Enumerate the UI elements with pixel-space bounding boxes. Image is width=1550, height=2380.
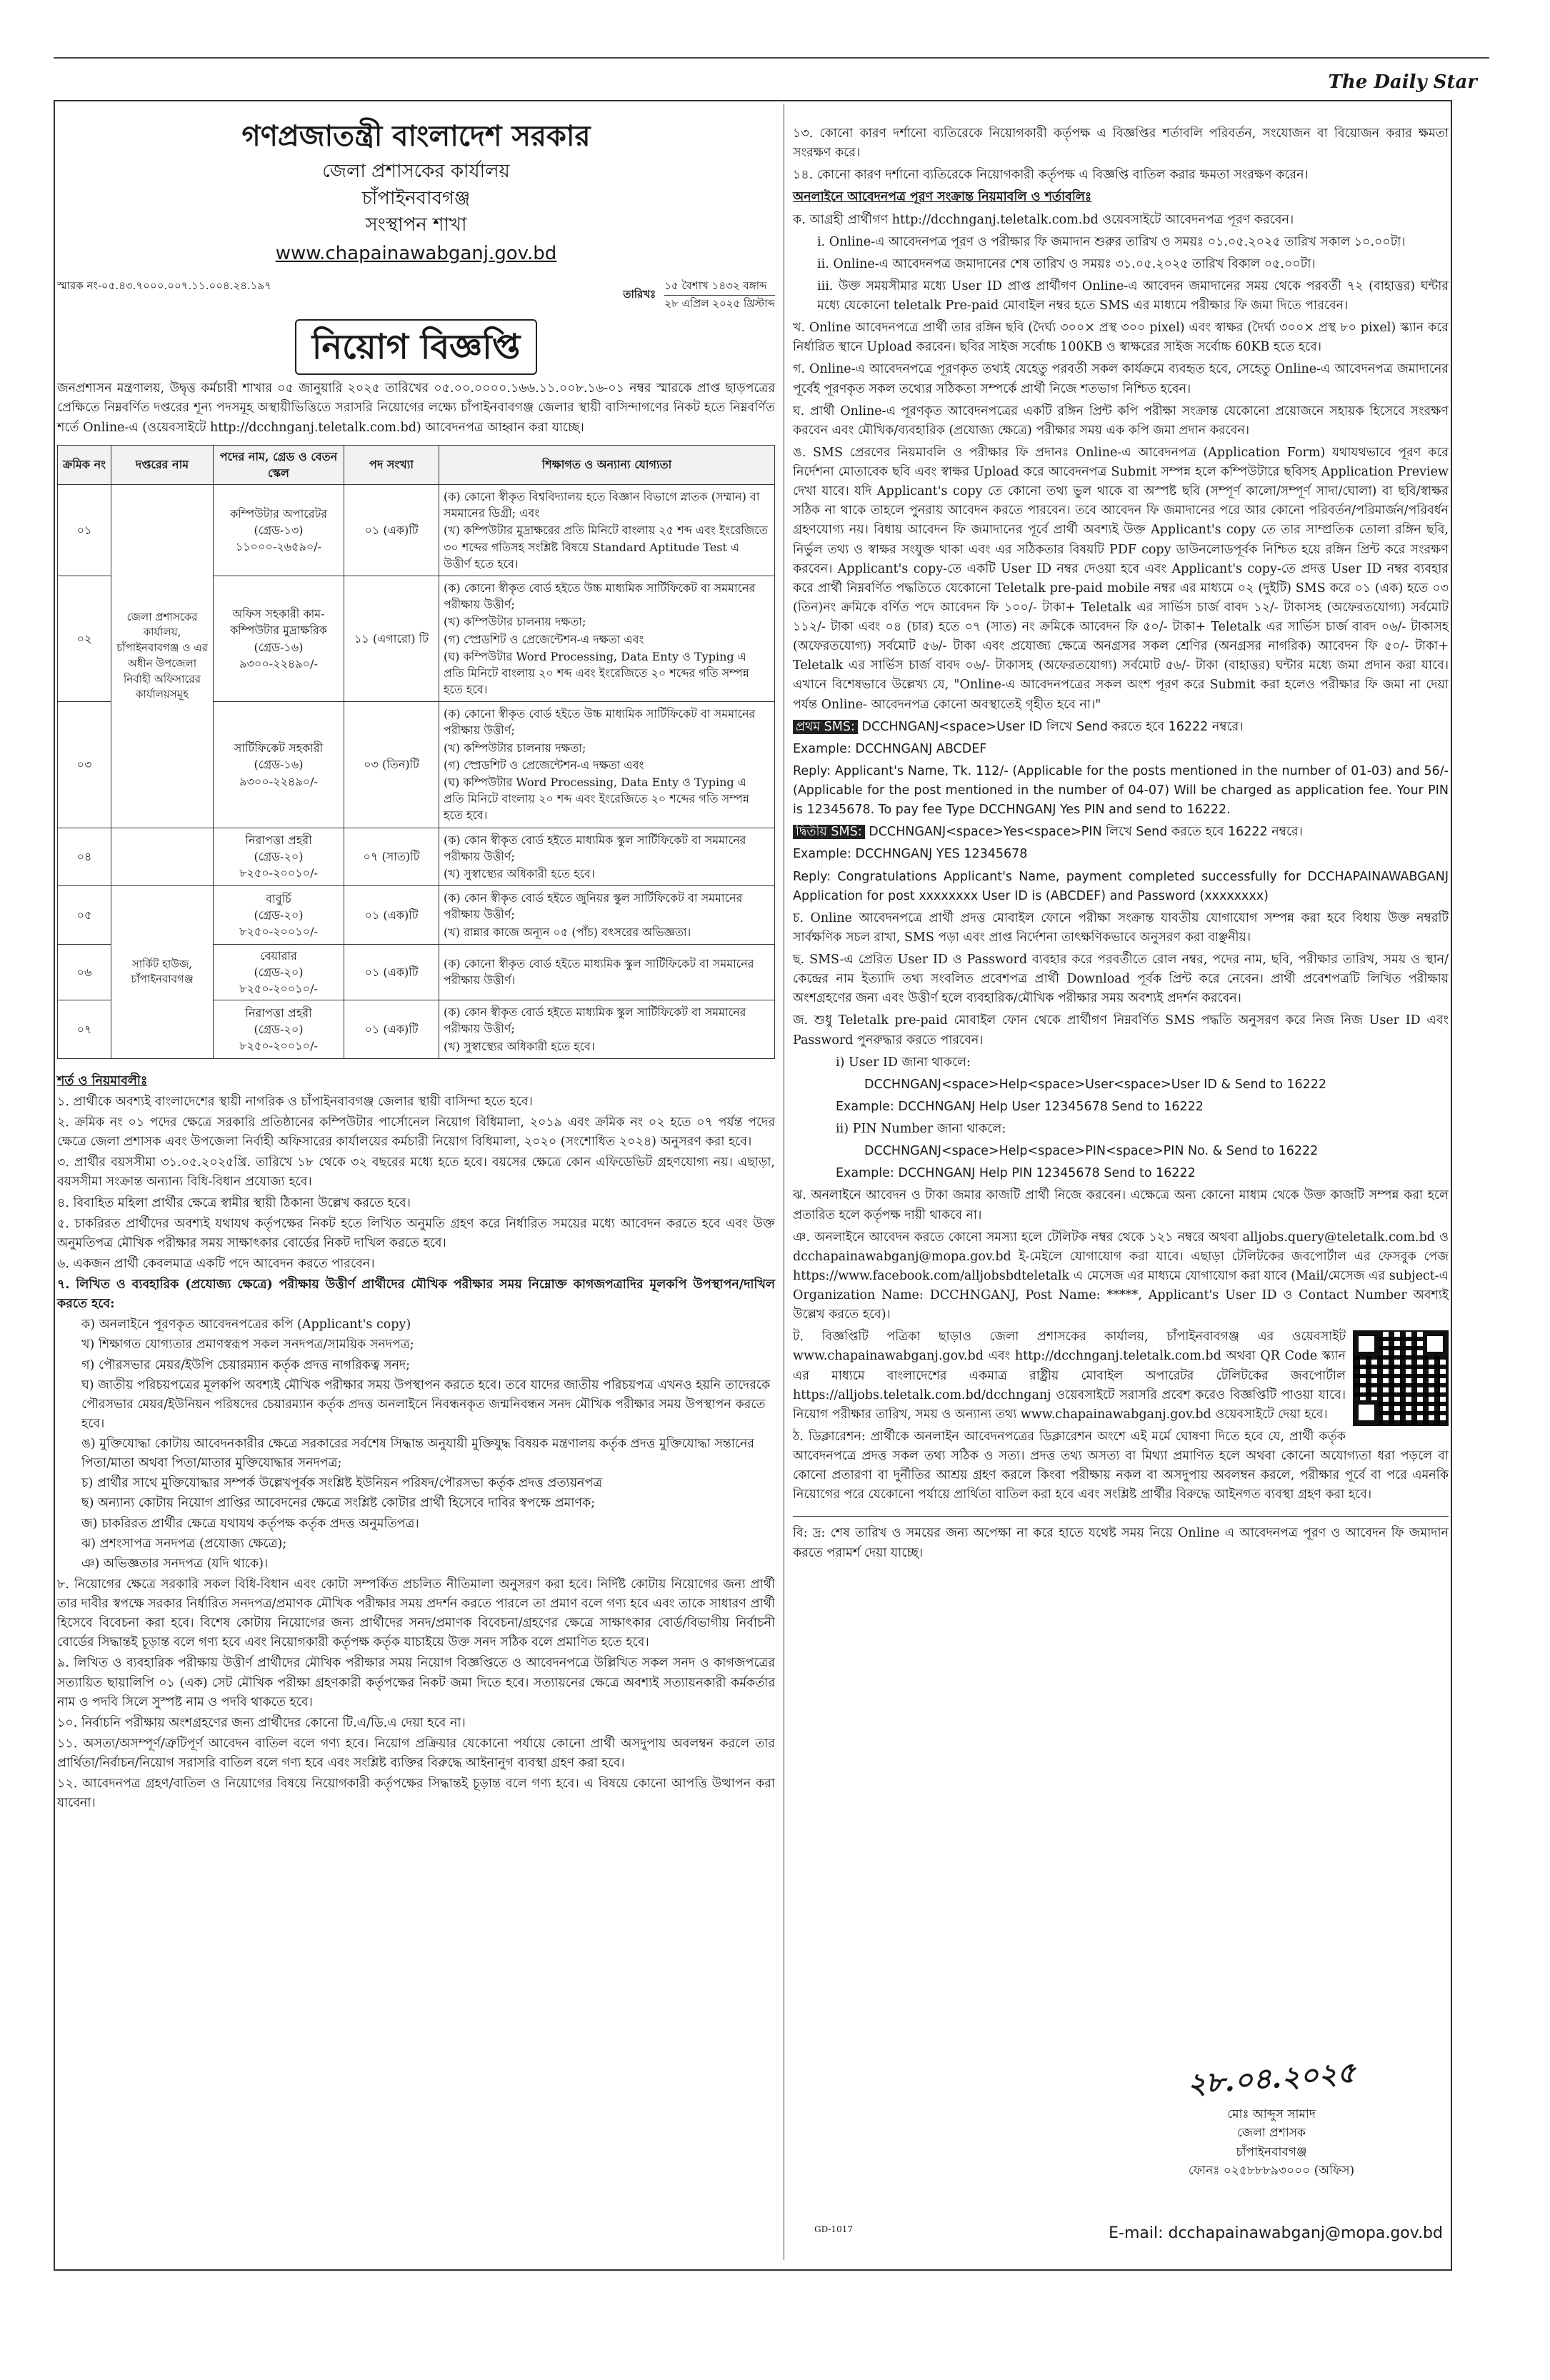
terms-list (57, 1093, 775, 1314)
office-cell: সার্কিট হাউজ, চাঁপাইনবাবগঞ্জ (111, 886, 214, 1059)
col-sl: ক্রমিক নং (58, 445, 111, 484)
post-cell (214, 576, 344, 701)
qualification-line: (ক) কোনো স্বীকৃত বোর্ড হইতে মাধ্যমিক স্কুল সার্টিফিকেট বা সমমানের পরীক্ষায় উত্তীর্ণ। (444, 957, 754, 988)
recover-user-id-command: DCCHNGANJ<space>Help<space>User<space>User ID & Send to 16222 (864, 1077, 1327, 1092)
header-block (57, 114, 775, 268)
first-sms-command: DCCHNGANJ<space>User ID লিখে Send করতে হবে 16222 নম্বরে। (861, 719, 1244, 734)
qualification-line: (খ) কম্পিউটার মুদ্রাক্ষরের প্রতি মিনিটে বাংলায় ২৫ শব্দ এবং ইংরেজিতে ৩০ শব্দের গতিসহ সংশ্লিষ্ট বিষয়ে Standard Aptitude Test এ উত্তীর্ণ হতে হবে। (444, 523, 768, 571)
date-english: ২৮ এপ্রিল ২০২৫ খ্রিস্টাব্দ (664, 296, 775, 310)
count-cell: ০১ (এক)টি (344, 886, 439, 945)
post-cell (214, 828, 344, 886)
post-post: বেয়ারার (260, 948, 297, 963)
recover-pin-example: Example: DCCHNGANJ Help PIN 12345678 Send to 16222 (836, 1166, 1196, 1181)
term-13: ১৩. কোনো কারণ দর্শানো ব্যতিরেকে নিয়োগকারী কর্তৃপক্ষ এ বিজ্ঞপ্তির শর্তাবলি পরিবর্তন, সংযোজন বা বিয়োজন করার ক্ষমতা সংরক্ষণ করে। (793, 126, 1449, 161)
recover-pin-command: DCCHNGANJ<space>Help<space>PIN<space>PIN No. & Send to 16222 (864, 1144, 1319, 1159)
post-scale: ৯৩০০-২২৪৯০/- (239, 656, 318, 671)
qualification-line: (খ) রান্নার কাজে অন্যূন ০৫ (পাঁচ) বৎসরের অভিজ্ঞতা। (444, 925, 691, 939)
office-cell: জেলা প্রশাসকের কার্যালয়, চাঁপাইনবাবগঞ্জ ও এর অধীন উপজেলা নির্বাহী অফিসারের কার্যালয়সমূহ (111, 485, 214, 828)
post-post: নিরাপত্তা প্রহরী (245, 833, 312, 848)
qualification-line: (ক) কোন স্বীকৃত বোর্ড হইতে মাধ্যমিক স্কুল সার্টিফিকেট বা সমমানের পরীক্ষায় উত্তীর্ণ; (444, 1005, 746, 1036)
col-post: পদের নাম, গ্রেড ও বেতন স্কেল (214, 445, 344, 484)
signatory-designation: জেলা প্রশাসক (1237, 2126, 1306, 2141)
qualification-line: (গ) স্প্রেডশিট ও প্রেজেন্টেশন-এ দক্ষতা এবং (444, 758, 644, 772)
col-qualification: শিক্ষাগত ও অন্যান্য যোগ্যতা (439, 445, 775, 484)
post-grade: (গ্রেড-২০) (254, 850, 304, 864)
terms-list-continued (57, 1575, 775, 1814)
memo-line (57, 278, 775, 312)
qualification-line: (ক) কোন স্বীকৃত বোর্ড হইতে মাধ্যমিক স্কুল সার্টিফিকেট বা সমমানের পরীক্ষায় উত্তীর্ণ; (444, 833, 746, 863)
qualification-line: (ঘ) কম্পিউটার Word Processing, Data Enty ও Typing এ প্রতি মিনিটে বাংলায় ২০ শব্দ এবং ইংরেজিতে ২০ শব্দের গতি সম্পন্ন হতে হবে। (444, 649, 749, 697)
post-post: বাবুর্চি (266, 891, 291, 905)
first-sms-reply: Reply: Applicant's Name, Tk. 112/- (Applicable for the posts mentioned in the number of 01-03) and 56/- (Applicable for the post mentioned in the number of 04-07) Will be charged as application fee. Your PIN is 12345678. To pay fee Type DCCHNGANJ Yes PIN and send to 16222. (793, 763, 1449, 818)
contact-email[interactable]: E-mail: dcchapainawabganj@mopa.gov.bd (1109, 2224, 1443, 2242)
signatory-district: চাঁপাইনবাবগঞ্জ (1236, 2144, 1307, 2159)
rule-ga: গ. Online-এ আবেদনপত্রে পূরণকৃত তথ্যই যেহেতু পরবর্তী সকল কার্যক্রমে ব্যবহৃত হবে, সেহেতু Online-এ আবেদনপত্র জমাদানের পূর্বেই পূরণকৃত সকল তথ্যের সঠিকতা সম্পর্কে প্রার্থী নিজে শতভাগ নিশ্চিত হবেন। (793, 362, 1449, 396)
rule-ka-i: i. Online-এ আবেদনপত্র পূরণ ও পরীক্ষার ফি জমাদান শুরুর তারিখ ও সময়ঃ ০১.০৫.২০২৫ তারিখ সকাল ১০.০০টা। (817, 234, 1406, 249)
page-top-rule (54, 57, 1489, 59)
rule-tha: ঠ. ডিক্লারেশন: প্রার্থীকে অনলাইন আবেদনপত্রের ডিক্লারেশন অংশে এই মর্মে ঘোষণা দিতে হবে যে, প্রার্থী কর্তৃক আবেদনপত্রে প্রদত্ত সকল তথ্য সঠিক ও সত্য। প্রদত্ত তথ্য অসত্য বা মিথ্যা প্রমাণিত হলে অথবা কোনো অযোগ্যতা ধরা পড়লে বা কোনো প্রতারণা বা দুর্নীতির আশ্রয় গ্রহণ করলে কিংবা পরীক্ষায় নকল বা অসদুপায় অবলম্বন করলে, পরীক্ষার পূর্বে বা পরে এমনকি নিয়োগের পরে যেকোনো পর্যায়ে প্রার্থিতা বাতিল করা হবে এবং সংশ্লিষ্ট প্রার্থীর বিরুদ্ধে আইনগত ব্যবস্থা গ্রহণ করা হবে। (793, 1429, 1449, 1502)
intro-paragraph: জনপ্রশাসন মন্ত্রণালয়, উদ্বৃত্ত কর্মচারী শাখার ০৫ জানুয়ারি ২০২৫ তারিখের ০৫.০০.০০০০.১৬৬.১১.০০৮.১৬-০১ নম্বর স্মারকে প্রাপ্ত ছাড়পত্রের প্রেক্ষিতে নিম্নবর্ণিত দপ্তরের শূন্য পদসমূহ অস্থায়ীভিত্তিতে সরাসরি নিয়োগের লক্ষ্যে চাঁপাইনবাবগঞ্জ জেলার স্থায়ী বাসিন্দাগণের নিকট হতে নিম্নবর্ণিত শর্তে Online-এ (ওয়েবসাইটে http://dcchnganj.teletalk.com.bd) আবেদনপত্র আহ্বান করা যাচ্ছে। (57, 381, 775, 435)
post-scale: ৮২৫০-২০০১০/- (239, 982, 318, 996)
qualification-cell (439, 944, 775, 1000)
date-label: তারিখঃ (623, 288, 656, 301)
signature: ২৮.০৪.২০২৫ (1186, 2055, 1357, 2102)
list-item: জ) চাকরিরত প্রার্থীর ক্ষেত্রে যথাযথ কর্তৃপক্ষ কর্তৃক প্রদত্ত অনুমতিপত্র। (81, 1516, 419, 1531)
qr-finder (1354, 1400, 1379, 1425)
post-post: অফিস সহকারী কাম-কম্পিউটার মুদ্রাক্ষরিক (230, 607, 327, 638)
first-sms-example: Example: DCCHNGANJ ABCDEF (793, 741, 987, 756)
second-sms-reply: Reply: Congratulations Applicant's Name, payment completed successfully for DCCHAPAINAWABGANJ Application for post xxxxxxxx User ID is (ABCDEF) and Password (xxxxxxxx) (793, 869, 1449, 903)
notice-title-text: নিয়োগ বিজ্ঞপ্তি (295, 319, 538, 375)
table-row (58, 485, 775, 576)
post-scale: ৮২৫০-২০০১০/- (239, 1039, 318, 1053)
website-link[interactable]: www.chapainawabganj.gov.bd (275, 243, 557, 265)
district-name: চাঁপাইনবাবগঞ্জ (361, 187, 471, 209)
post-cell (214, 886, 344, 945)
second-sms (793, 823, 1449, 842)
office-cell-empty (111, 828, 214, 886)
rule-ta-text: ট. বিজ্ঞপ্তিটি পত্রিকা ছাড়াও জেলা প্রশাসকের কার্যালয়, চাঁপাইনবাবগঞ্জ এর ওয়েবসাইট www.chapainawabganj.gov.bd এবং http://dcchnganj.teletalk.com.bd অথবা QR Code স্ক্যান এর মাধ্যমে বাংলাদেশের একমাত্র রাষ্ট্রীয় মোবাইল অপারেটর টেলিটকের জবপোর্টাল https://alljobs.teletalk.com.bd/dcchnganj ওয়েবসাইটে সরাসরি প্রবেশ করেও বিজ্ঞপ্তিটি পাওয়া যাবে। নিয়োগ পরীক্ষার তারিখ, সময় ও অন্যান্য তথ্য www.chapainawabganj.gov.bd ওয়েবসাইটে দেয়া হবে। (793, 1330, 1346, 1422)
qualification-cell (439, 886, 775, 945)
term-14: ১৪. কোনো কারণ দর্শানো ব্যতিরেকে নিয়োগকারী কর্তৃপক্ষ এ বিজ্ঞপ্তি বাতিল করার ক্ষমতা সংরক্ষণ করেন। (793, 168, 1309, 183)
count-cell: ০১ (এক)টি (344, 944, 439, 1000)
col-count: পদ সংখ্যা (344, 445, 439, 484)
qualification-cell (439, 1000, 775, 1059)
serial-cell: ০১ (58, 485, 111, 576)
second-sms-example: Example: DCCHNGANJ YES 12345678 (793, 847, 1028, 862)
recover-user-id-title: i) User ID জানা থাকলে: (836, 1055, 971, 1070)
post-post: কম্পিউটার অপারেটর (229, 506, 328, 521)
table-row (58, 886, 775, 945)
rule-kha: খ. Online আবেদনপত্রে প্রার্থী তার রঙ্গিন ছবি (দৈর্ঘ্য ৩০০× প্রস্থ ৩০০ pixel) এবং স্বাক্ষর (দৈর্ঘ্য ৩০০× প্রস্থ ৮০ pixel) স্ক্যান করে নির্ধারিত স্থানে Upload করবেন। ছবির সাইজ সর্বোচ্চ 100KB ও স্বাক্ষরের সাইজ সর্বোচ্চ 60KB হতে হবে। (793, 321, 1449, 355)
rule-chha: ছ. SMS-এ প্রেরিত User ID ও Password ব্যবহার করে পরবর্তীতে রোল নম্বর, পদের নাম, ছবি, পরীক্ষার তারিখ, সময় ও স্থান/কেন্দ্রের নাম ইত্যাদি তথ্য সংবলিত প্রবেশপত্র প্রার্থী Download পূর্বক প্রিন্ট করে নেবেন। প্রার্থী প্রবেশপত্রটি লিখিত পরীক্ষায় অংশগ্রহণের জন্য এবং উত্তীর্ণ হলে ব্যবহারিক/মৌখিক পরীক্ষার সময় অবশ্যই প্রদর্শন করবেন। (793, 953, 1449, 1006)
qr-code[interactable] (1353, 1330, 1449, 1426)
qualification-line: (ক) কোনো স্বীকৃত বোর্ড হইতে উচ্চ মাধ্যমিক সার্টিফিকেট বা সমমানের পরীক্ষায় উত্তীর্ণ; (444, 581, 756, 612)
serial-cell: ০২ (58, 576, 111, 701)
rule-ka-ii: ii. Online-এ আবেদনপত্র জমাদানের শেষ তারিখ ও সময়ঃ ৩১.০৫.২০২৫ তারিখ বিকাল ০৫.০০টা। (817, 256, 1316, 271)
second-sms-command: DCCHNGANJ<space>Yes<space>PIN লিখে Send করতে হবে 16222 নম্বরে। (869, 825, 1303, 840)
serial-cell: ০৩ (58, 702, 111, 828)
count-cell: ০৭ (সাত)টি (344, 828, 439, 886)
rule-ka-iii: iii. উক্ত সময়সীমার মধ্যে User ID প্রাপ্ত প্রার্থীগণ Online-এ আবেদন জমাদানের সময় থেকে পরবর্তী ৭২ (বাহাত্তর) ঘন্টার মধ্যে যেকোনো teletalk Pre-paid মোবাইল নম্বর হতে SMS এর মাধ্যমে পরীক্ষার ফি জমা দিতে পারবেন। (817, 278, 1449, 313)
qualification-cell (439, 828, 775, 886)
list-item: ৯. লিখিত ও ব্যবহারিক পরীক্ষায় উত্তীর্ণ প্রার্থীদের মৌখিক পরীক্ষার সময় নিয়োগ বিজ্ঞপ্তিতে ও আবেদনপত্রে উল্লিখিত সকল সনদ ও কাগজপত্রের সত্যায়িত ছায়ালিপি ০১ (এক) সেট মৌখিক পরীক্ষা গ্রহণকারী কর্তৃপক্ষের নিকট জমা দিতে হবে। সত্যায়নের ক্ষেত্রে অবশ্যই সত্যায়নকারী কর্মকর্তার নাম ও পদবি সিলে সুস্পষ্ট নাম ও পদবি থাকতে হবে। (57, 1656, 775, 1709)
post-cell (214, 944, 344, 1000)
date-bangla: ১৫ বৈশাখ ১৪৩২ বঙ্গাব্দ (664, 278, 775, 295)
signatory-phone: ফোনঃ ০২৫৮৮৮৯৩০০০ (অফিস) (1188, 2164, 1355, 2179)
table-row (58, 828, 775, 886)
count-cell: ০৩ (তিন)টি (344, 702, 439, 828)
qualification-line: (খ) কম্পিউটার চালনায় দক্ষতা; (444, 615, 586, 629)
col-office: দপ্তরের নাম (111, 445, 214, 484)
qualification-line: (খ) সুস্বাস্থ্যের অধিকারী হতে হবে। (444, 866, 595, 880)
list-item: খ) শিক্ষাগত যোগ্যতার প্রমাণস্বরূপ সকল সনদপত্র/সাময়িক সনদপত্র; (81, 1337, 414, 1352)
rule-uma: ঙ. SMS প্রেরণের নিয়মাবলি ও পরীক্ষার ফি প্রদানঃ Online-এ আবেদনপত্র (Application Form) যথাযথভাবে পূরণ করে নির্দেশনা মোতাবেক ছবি এবং স্বাক্ষর Upload করে আবেদনপত্র Submit সম্পন্ন হলে কম্পিউটারে ছবিসহ Application Preview দেখা যাবে। যদি Applicant's copy তে কোনো তথ্য ভুল থাকে বা অস্পষ্ট ছবি (সম্পূর্ণ কালো/সম্পূর্ণ সাদা/ঘোলা) বা ছবি/স্বাক্ষর সঠিক না থাকে তাহলে পুনরায় আবেদন করতে পারবেন। তবে আবেদন ফি জমাদানের পরে আর কোনো পরিবর্তন/পরিমার্জন/পরিবর্ধন গ্রহণযোগ্য নয়। বিধায় আবেদন ফি জমাদানের পূর্বে প্রার্থী অবশ্যই উক্ত Applicant's copy তে তার সাম্প্রতিক তোলা রঙ্গিন ছবি, নির্ভুল তথ্য ও স্বাক্ষর সংযুক্ত থাকা এবং এর সঠিকতার বিষয়টি PDF copy ডাউনলোডপূর্বক নিশ্চিত হয়ে রঙ্গিন প্রিন্ট করে সংরক্ষণ করবেন। Applicant's copy-তে একটি User ID নম্বর দেওয়া হবে এবং Applicant's copy-তে প্রদত্ত User ID নম্বর ব্যবহার করে প্রার্থী নিম্নবর্ণিত পদ্ধতিতে যেকোনো Teletalk pre-paid mobile নম্বর এর মাধ্যমে ০২ (দুইটি) SMS করে ০১ (এক) হতে ০৩ (তিন)নং ক্রমিকে বর্ণিত পদে আবেদন ফি ১০০/- টাকা+ Teletalk এর সার্ভিস চার্জ বাবদ ১২/- টাকাসহ (অফেরতযোগ্য) সর্বমোট ১১২/- টাকা এবং ০৪ (চার) হতে ০৭ (সাত) নং ক্রমিকে আবেদন ফি ৫০/- টাকা+ Teletalk এর সার্ভিস চার্জ বাবদ ০৬/- টাকাসহ (অফেরতযোগ্য) সর্বমোট ৫৬/- টাকা এবং প্রযোজ্য ক্ষেত্রে অনগ্রসর সকল শ্রেণির (অনগ্রসর নাগরিক) আবেদন ফি ৫০/- টাকা+ Teletalk এর সার্ভিস চার্জ বাবদ ০৬/- টাকাসহ (অফেরতযোগ্য) সর্বমোট ৫৬/- টাকা (বাহাত্তর) ঘন্টার মধ্যে জমা প্রদান করা যাবে। এখানে বিশেষভাবে উল্লেখ্য যে, "Online-এ আবেদনপত্রের সকল অংশ পূরণ করে Submit করা হলেও পরীক্ষার ফি জমা না দেয়া পর্যন্ত Online- আবেদনপত্র কোনো অবস্থাতেই গৃহীত হবে না।" (793, 445, 1449, 712)
post-grade: (গ্রেড-১৬) (254, 758, 304, 772)
rule-jha: ঝ. অনলাইনে আবেদন ও টাকা জমার কাজটি প্রার্থী নিজে করবেন। এক্ষেত্রে অন্য কোনো মাধ্যম থেকে উক্ত কাজটি সম্পন্ন করা হলে প্রতারিত হলে কর্তৃপক্ষ দায়ী থাকবে না। (793, 1188, 1449, 1222)
list-item: ঞ) অভিজ্ঞতার সনদপত্র (যদি থাকে)। (81, 1556, 269, 1571)
special-note: বি: দ্র: শেষ তারিখ ও সময়ের জন্য অপেক্ষা না করে হাতে যথেষ্ট সময় নিয়ে Online এ আবেদনপত্র পূরণ ও আবেদন ফি জমাদান করতে পরামর্শ দেয়া যাচ্ছে। (793, 1516, 1449, 1562)
list-item: ১২. আবেদনপত্র গ্রহণ/বাতিল ও নিয়োগের বিষয়ে নিয়োগকারী কর্তৃপক্ষের সিদ্ধান্তই চূড়ান্ত বলে গণ্য হবে। এ বিষয়ে কোনো আপত্তি উত্থাপন করা যাবেনা। (57, 1777, 775, 1811)
rule-cha: চ. Online আবেদনপত্রে প্রার্থী প্রদত্ত মোবাইল ফোনে পরীক্ষা সংক্রান্ত যাবতীয় যোগাযোগ সম্পন্ন করা হবে বিধায় উক্ত নম্বরটি সার্বক্ষণিক সচল রাখা, SMS পড়া এবং প্রাপ্ত নির্দেশনা তাৎক্ষণিকভাবে অনুসরণ করা বাঞ্ছনীয়। (793, 910, 1449, 945)
terms-title: শর্ত ও নিয়মাবলীঃ (57, 1073, 148, 1088)
qr-finder (1423, 1332, 1447, 1356)
list-item: ৬. একজন প্রার্থী কেবলমাত্র একটি পদে আবেদন করতে পারবেন। (57, 1256, 375, 1271)
post-scale: ৯৩০০-২২৪৯০/- (239, 774, 318, 788)
post-grade: (গ্রেড-২০) (254, 1022, 304, 1036)
list-item: ১. প্রার্থীকে অবশ্যই বাংলাদেশের স্থায়ী নাগরিক ও চাঁপাইনবাবগঞ্জ জেলার স্থায়ী বাসিন্দা হতে হবে। (57, 1094, 533, 1109)
signatory-name: মোঃ আব্দুস সামাদ (1227, 2107, 1316, 2122)
count-cell: ১১ (এগারো) টি (344, 576, 439, 701)
post-scale: ৮২৫০-২০০১০/- (239, 866, 318, 880)
qualification-line: (ক) কোনো স্বীকৃত বিশ্ববিদ্যালয় হতে বিজ্ঞান বিভাগে স্নাতক (সম্মান) বা সমমানের ডিগ্রী; এবং (444, 490, 760, 521)
memo-number: স্মারক নং-০৫.৪৩.৭০০০.০০৭.১১.০০৪.২৪.১৯৭ (57, 279, 271, 293)
list-item: ঙ) মুক্তিযোদ্ধা কোটায় আবেদনকারীর ক্ষেত্রে সরকারের সর্বশেষ সিদ্ধান্ত অনুযায়ী মুক্তিযুদ্ধ বিষয়ক মন্ত্রণালয় কর্তৃক প্রদত্ত মুক্তিযোদ্ধা সন্তানের পিতা/মাতা অথবা পিতা/মাতার মুক্তিযোদ্ধার সনদপত্র; (81, 1437, 755, 1471)
list-item: ২. ক্রমিক নং ০১ পদের ক্ষেত্রে সরকারি প্রতিষ্ঠানের কম্পিউটার পার্সোনেল নিয়োগ বিধিমালা, ২০১৯ এবং ক্রমিক নং ০২ হতে ০৭ পর্যন্ত পদের ক্ষেত্রে জেলা প্রশাসক এবং উপজেলা নির্বাহী অফিসারের কার্যালয়ের কর্মচারী নিয়োগ বিধিমালা, ২০২০ (সংশোধিত ২০২৪) অনুসরণ করা হবে। (57, 1115, 775, 1150)
post-grade: (গ্রেড-১৬) (254, 640, 304, 654)
list-item: ছ) অন্যান্য কোটায় নিয়োগ প্রাপ্তির আবেদনের ক্ষেত্রে সংশ্লিষ্ট কোটার প্রার্থী হিসেবে দাবির স্বপক্ষে প্রমাণক; (81, 1496, 596, 1511)
list-item: ঝ) প্রশংসাপত্র সনদপত্র (প্রযোজ্য ক্ষেত্রে); (81, 1536, 287, 1551)
online-rules-title: অনলাইনে আবেদনপত্র পূরণ সংক্রান্ত নিয়মাবলি ও শর্তাবলিঃ (793, 190, 1092, 205)
serial-cell: ০৭ (58, 1000, 111, 1059)
recover-user-id-example: Example: DCCHNGANJ Help User 12345678 Send to 16222 (836, 1099, 1204, 1114)
government-title: গণপ্রজাতন্ত্রী বাংলাদেশ সরকার (241, 119, 591, 153)
rule-ka: ক. আগ্রহী প্রার্থীগণ http://dcchnganj.teletalk.com.bd ওয়েবসাইটে আবেদনপত্র পূরণ করবেন। (793, 212, 1294, 227)
office-name: জেলা প্রশাসকের কার্যালয় (322, 161, 510, 182)
second-sms-tag: দ্বিতীয় SMS: (793, 825, 865, 839)
qualification-line: (ঘ) কম্পিউটার Word Processing, Data Enty ও Typing এ প্রতি মিনিটে বাংলায় ২০ শব্দ এবং ইংরেজিতে ২০ শব্দের গতি সম্পন্ন হতে হবে। (444, 775, 749, 823)
first-sms-tag: প্রথম SMS: (793, 720, 858, 734)
list-item: ১০. নির্বাচনি পরীক্ষায় অংশগ্রহণের জন্য প্রার্থীদের কোনো টি.এ/ডি.এ দেয়া হবে না। (57, 1715, 466, 1730)
list-item: ৩. প্রার্থীর বয়সসীমা ৩১.০৫.২০২৫খ্রি. তারিখে ১৮ থেকে ৩২ বছরের মধ্যে হতে হবে। বয়সের ক্ষেত্রে কোন এফিডেভিট গ্রহণযোগ্য নয়। এছাড়া, বয়সসীমা সংক্রান্ত অন্যান্য বিধি-বিধান প্রযোজ্য হবে। (57, 1155, 775, 1190)
list-item: ঘ) জাতীয় পরিচয়পত্রের মূলকপি অবশ্যই মৌখিক পরীক্ষার সময় উপস্থাপন করতে হবে। তবে যাদের জাতীয় পরিচয়পত্র এখনও হয়নি তাদেরকে পৌরসভার মেয়র/ইউনিয়ন পরিষদের চেয়ারম্যান কর্তৃক প্রদত্ত অনলাইনে নিবন্ধনকৃত জন্মনিবন্ধন সনদ মৌখিক পরীক্ষার সময় উপস্থাপন করতে হবে। (81, 1377, 771, 1431)
rule-ja: জ. শুধু Teletalk pre-paid মোবাইল ফোন থেকে প্রার্থীগণ নিম্নবর্ণিত SMS পদ্ধতি অনুসরণ করে নিজ নিজ User ID এবং Password পুনরুদ্ধার করতে পারবেন। (793, 1013, 1449, 1048)
count-cell: ০১ (এক)টি (344, 485, 439, 576)
count-cell: ০১ (এক)টি (344, 1000, 439, 1059)
list-item: ৪. বিবাহিত মহিলা প্রার্থীর ক্ষেত্রে স্বামীর স্থায়ী ঠিকানা উল্লেখ করতে হবে। (57, 1195, 411, 1210)
rule-ta (793, 1327, 1449, 1425)
post-grade: (গ্রেড-১৩) (254, 523, 304, 537)
qualification-cell (439, 702, 775, 828)
qualification-line: (ক) কোনো স্বীকৃত বোর্ড হইতে উচ্চ মাধ্যমিক সার্টিফিকেট বা সমমানের পরীক্ষায় উত্তীর্ণ; (444, 707, 756, 738)
post-scale: ৮২৫০-২০০১০/- (239, 925, 318, 938)
right-column (793, 121, 1449, 1566)
signature-block (1100, 2057, 1443, 2180)
list-item: ৮. নিয়োগের ক্ষেত্রে সরকারি সকল বিধি-বিধান এবং কোটা সম্পর্কিত প্রচলিত নীতিমালা অনুসরণ করা হবে। নির্দিষ্ট কোটায় নিয়োগের জন্য প্রার্থী তার দাবীর স্বপক্ষে সরকার নির্ধারিত সনদপত্র/প্রমাণক মৌখিক পরীক্ষার সময় প্রদর্শন করতে পারলে তা প্রমাণ বলে গণ্য হবে এবং তাকে সাধারণ প্রার্থী হিসেবে বিবেচনা করা হবে। বিশেষ কোটায় নিয়োগের জন্য প্রার্থীদের সনদ/প্রমাণক বিবেচনা/গ্রহণের ক্ষেত্রে সাক্ষাৎকার বোর্ড/বিভাগীয় নির্বাচনী বোর্ডের সিদ্ধান্তই চূড়ান্ত বলে গণ্য হবে এবং নিয়োগকারী কর্তৃপক্ষ কর্তৃক যাচাইয়ে উক্ত সনদ সঠিক বলে প্রমাণিত হতে হবে। (57, 1577, 775, 1650)
qualification-cell (439, 485, 775, 576)
qualification-line: (ক) কোন স্বীকৃত বোর্ড হইতে জুনিয়র স্কুল সার্টিফিকেট বা সমমানের পরীক্ষায় উত্তীর্ণ; (444, 891, 743, 922)
left-column (57, 107, 775, 1814)
list-item: ৫. চাকরিরত প্রার্থীদের অবশ্যই যথাযথ কর্তৃপক্ষের নিকট হতে লিখিত অনুমতি গ্রহণ করে নির্ধারিত সময়ের মধ্যে আবেদন করতে হবে এবং উক্ত অনুমতিপত্র মৌখিক পরীক্ষার সময় সাক্ষাৎকার বোর্ডের নিকট দাখিল করতে হবে। (57, 1216, 775, 1250)
post-scale: ১১০০০-২৬৫৯০/- (235, 540, 322, 554)
table-header-row (58, 445, 775, 484)
gd-code: GD-1017 (814, 2224, 854, 2234)
notice-title (57, 319, 775, 375)
qualification-line: (খ) কম্পিউটার চালনায় দক্ষতা; (444, 740, 586, 755)
recover-pin-title: ii) PIN Number জানা থাকলে: (836, 1122, 1006, 1136)
serial-cell: ০৫ (58, 886, 111, 945)
serial-cell: ০৪ (58, 828, 111, 886)
post-cell (214, 1000, 344, 1059)
post-cell (214, 485, 344, 576)
post-post: নিরাপত্তা প্রহরী (245, 1005, 312, 1020)
post-grade: (গ্রেড-২০) (254, 908, 304, 922)
qr-finder (1354, 1332, 1379, 1356)
documents-list (57, 1315, 775, 1574)
list-item: ১১. অসত্য/অসম্পূর্ণ/ত্রুটিপূর্ণ আবেদন বাতিল বলে গণ্য হবে। নিয়োগ প্রক্রিয়ার যেকোনো পর্যায়ে কোনো প্রার্থী অসদুপায় অবলম্বন করলে তার প্রার্থিতা/নির্বাচন/নিয়োগ সরাসরি বাতিল বলে গণ্য হবে এবং সংশ্লিষ্ট ব্যক্তির বিরুদ্ধে আইনানুগ ব্যবস্থা গ্রহণ করা হবে। (57, 1736, 775, 1771)
first-sms (793, 718, 1449, 737)
qualification-line: (খ) সুস্বাস্থ্যের অধিকারী হতে হবে। (444, 1039, 595, 1053)
posts-table (57, 445, 775, 1059)
post-post: সার্টিফিকেট সহকারী (234, 741, 324, 755)
rule-gha: ঘ. প্রার্থী Online-এ পূরণকৃত আবেদনপত্রের একটি রঙ্গিন প্রিন্ট কপি পরীক্ষা সংক্রান্ত যেকোনো প্রয়োজনে সহায়ক হিসেবে সংরক্ষণ করবেন এবং মৌখিক/ব্যবহারিক (প্রযোজ্য ক্ষেত্রে) পরীক্ষার সময় এক কপি জমা প্রদান করবেন। (793, 403, 1449, 438)
newspaper-masthead: The Daily Star (1328, 71, 1477, 93)
list-item: চ) প্রার্থীর সাথে মুক্তিযোদ্ধার সম্পর্ক উল্লেখপূর্বক সংশ্লিষ্ট ইউনিয়ন পরিষদ/পৌরসভা কর্তৃক প্রদত্ত প্রত্যয়নপত্র (81, 1476, 603, 1491)
qualification-line: (গ) স্প্রেডশিট ও প্রেজেন্টেশন-এ দক্ষতা এবং (444, 632, 644, 646)
post-cell (214, 702, 344, 828)
serial-cell: ০৬ (58, 944, 111, 1000)
branch-name: সংস্থাপন শাখা (365, 214, 467, 236)
post-grade: (গ্রেড-২০) (254, 965, 304, 979)
qualification-cell (439, 576, 775, 701)
list-item: গ) পৌরসভার মেয়র/ইউপি চেয়ারম্যান কর্তৃক প্রদত্ত নাগরিকত্ব সনদ; (81, 1357, 411, 1372)
rule-nya: ঞ. অনলাইনে আবেদন করতে কোনো সমস্যা হলে টেলিটক নম্বর থেকে ১২১ নম্বরে অথবা alljobs.query@teletalk.com.bd ও dcchapainawabganj@mopa.gov.bd ই-মেইলে যোগাযোগ করা যাবে। এছাড়া টেলিটকের জবপোর্টাল এর ফেসবুক পেজ https://www.facebook.com/alljobsbdteletalk এ মেসেজ এর মাধ্যমে যোগাযোগ করা যাবে (Mail/মেসেজ এর subject-এ Organization Name: DCCHNGANJ, Post Name: *****, Applicant's User ID ও Contact Number অবশ্যই উল্লেখ করতে হবে)। (793, 1230, 1449, 1322)
list-item: ক) অনলাইনে পূরণকৃত আবেদনপত্রের কপি (Applicant's copy) (81, 1317, 411, 1332)
list-item: ৭. লিখিত ও ব্যবহারিক (প্রযোজ্য ক্ষেত্রে) পরীক্ষায় উত্তীর্ণ প্রার্থীদের মৌখিক পরীক্ষার সময় নিম্নোক্ত কাগজপত্রাদির মূলকপি উপস্থাপন/দাখিল করতে হবে: (57, 1277, 775, 1312)
